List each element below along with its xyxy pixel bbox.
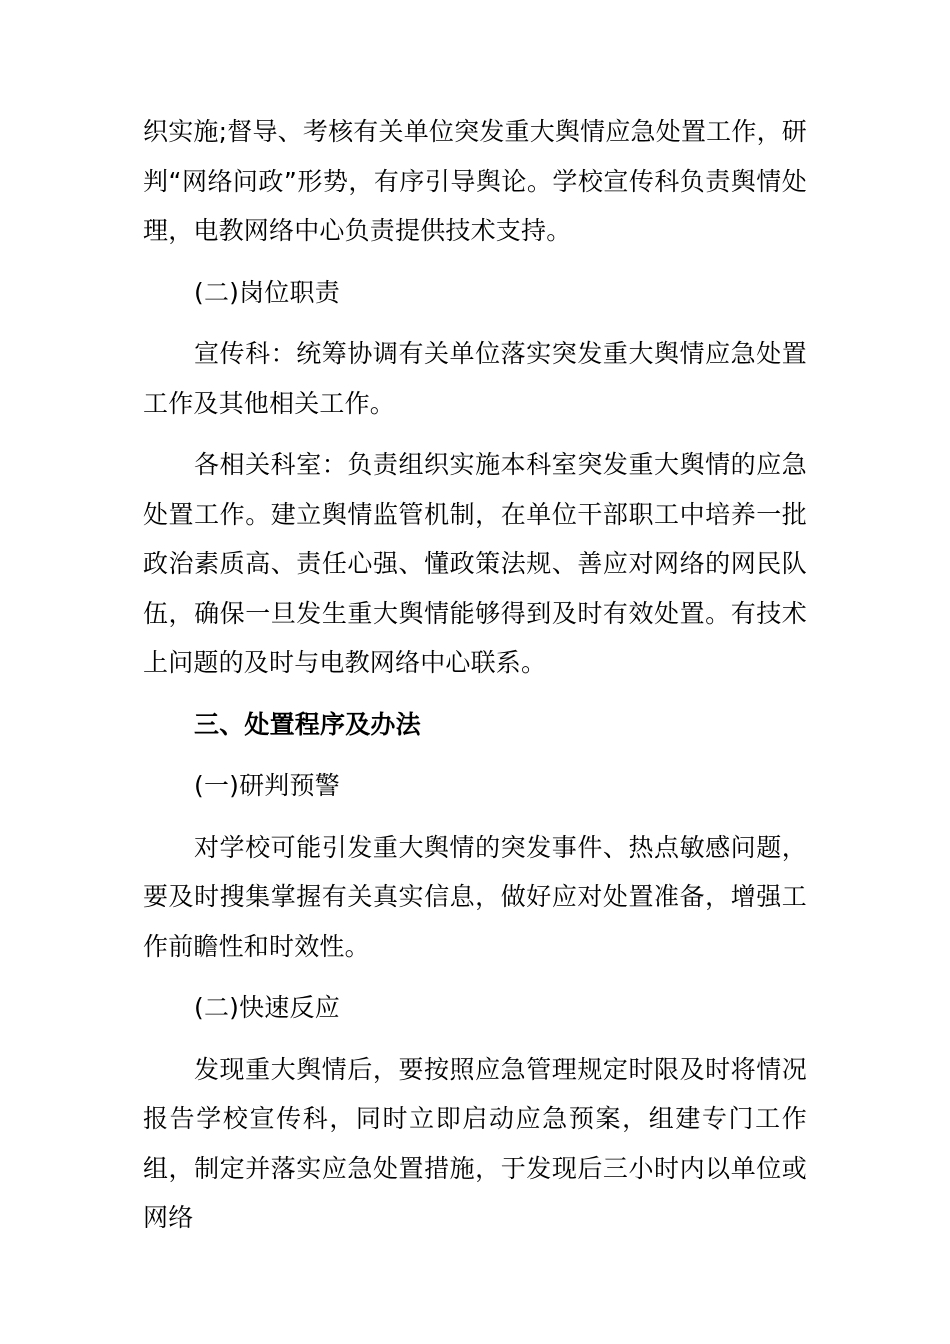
- paragraph-publicity-dept: 宣传科：统筹协调有关单位落实突发重大舆情应急处置工作及其他相关工作。: [143, 339, 807, 418]
- paragraph-continuation: 织实施;督导、考核有关单位突发重大舆情应急处置工作，研判“网络问政”形势，有序引导舆论。学校宣传科负责舆情处理，电教网络中心负责提供技术支持。: [143, 117, 807, 245]
- subheading-rapid-response: (二)快速反应: [194, 993, 340, 1022]
- paragraph-related-depts: 各相关科室：负责组织实施本科室突发重大舆情的应急处置工作。建立舆情监管机制，在单位干部职工中培养一批政治素质高、责任心强、懂政策法规、善应对网络的网民队伍，确保一旦发生重大舆情能够得到及时有效处置。有技术上问题的及时与电教网络中心联系。: [143, 450, 807, 677]
- subheading-early-warning: (一)研判预警: [194, 771, 340, 800]
- subheading-job-duties: (二)岗位职责: [194, 277, 340, 307]
- section-heading-procedures: 三、处置程序及办法: [194, 709, 421, 739]
- paragraph-rapid-response: 发现重大舆情后，要按照应急管理规定时限及时将情况报告学校宣传科，同时立即启动应急预案，组建专门工作组，制定并落实应急处置措施，于发现后三小时内以单位或网络: [143, 1054, 807, 1232]
- paragraph-early-warning: 对学校可能引发重大舆情的突发事件、热点敏感问题，要及时搜集掌握有关真实信息，做好应对处置准备，增强工作前瞻性和时效性。: [143, 832, 807, 961]
- document-body: [143, 107, 807, 1243]
